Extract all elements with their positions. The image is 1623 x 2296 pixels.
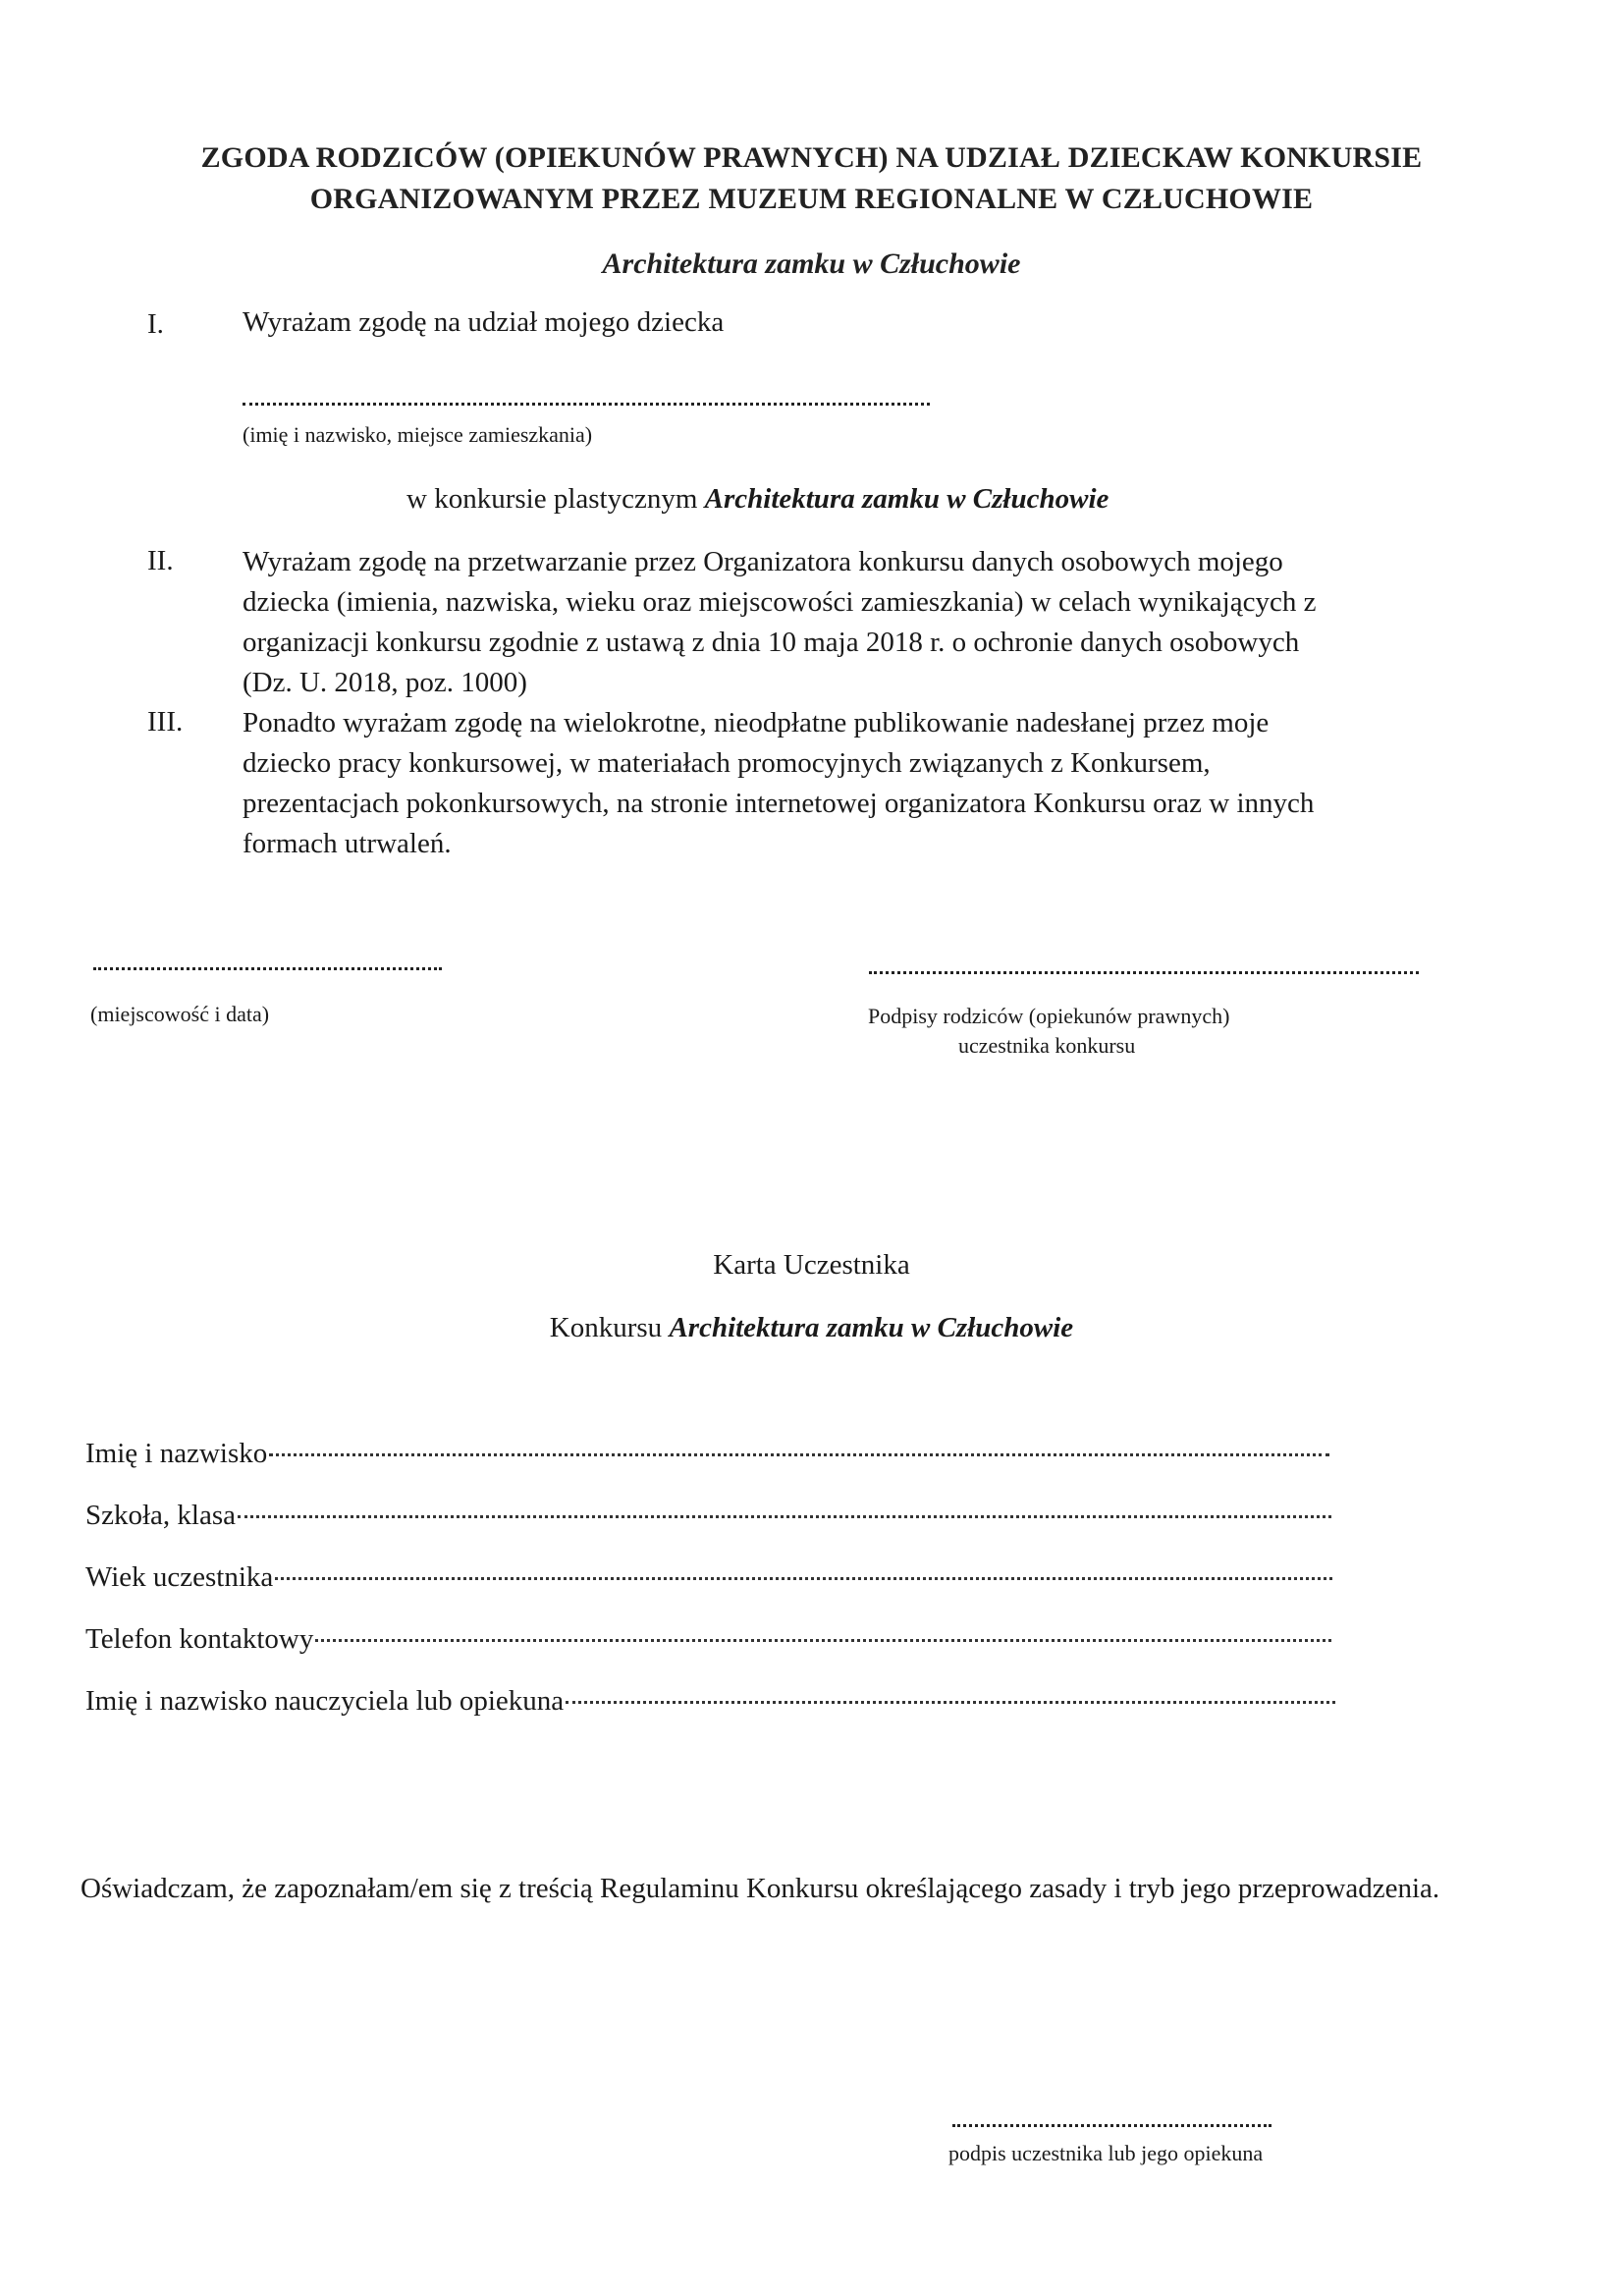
parents-signature-caption-line-2: uczestnika konkursu <box>958 1033 1136 1058</box>
place-date-caption: (miejscowość i data) <box>90 1002 270 1026</box>
participant-signature-fill-line[interactable] <box>952 2124 1271 2127</box>
field-participant-name[interactable] <box>85 1438 1329 1470</box>
document-title-line-1: ZGODA RODZICÓW (OPIEKUNÓW PRAWNYCH) NA UDZIAŁ DZIECKAW KONKURSIE <box>200 141 1423 174</box>
numeral-ii: II. <box>147 545 174 576</box>
participant-card-subtitle-name: Architektura zamku w Człuchowie <box>669 1312 1074 1343</box>
consent-iii-line-4: formach utrwaleń. <box>243 828 452 859</box>
field-contact-phone[interactable] <box>85 1623 1331 1656</box>
consent-iii-line-2: dziecko pracy konkursowej, w materiałach promocyjnych związanych z Konkursem, <box>243 747 1211 779</box>
document-title-line-2: ORGANIZOWANYM PRZEZ MUZEUM REGIONALNE W CZŁUCHOWIE <box>309 183 1314 215</box>
consent-ii-line-3: organizacji konkursu zgodnie z ustawą z dnia 10 maja 2018 r. o ochronie danych osobowych <box>243 627 1300 658</box>
contest-line <box>406 479 1109 519</box>
field-fill-line[interactable] <box>315 1639 1331 1642</box>
field-fill-line[interactable] <box>269 1453 1329 1456</box>
consent-i-text: Wyrażam zgodę na udział mojego dziecka <box>243 306 725 338</box>
field-fill-line[interactable] <box>275 1577 1332 1580</box>
consent-iii-line-3: prezentacjach pokonkursowych, na stronie internetowej organizatora Konkursu oraz w innych <box>243 788 1315 819</box>
child-name-fill-line[interactable] <box>243 403 930 406</box>
consent-ii-line-2: dziecka (imienia, nazwiska, wieku oraz miejscowości zamieszkania) w celach wynikających z <box>243 586 1317 618</box>
contest-name-subtitle: Architektura zamku w Człuchowie <box>602 247 1021 280</box>
field-label: Imię i nazwisko <box>85 1438 268 1469</box>
consent-iii-line-1: Ponadto wyrażam zgodę na wielokrotne, nieodpłatne publikowanie nadesłanej przez moje <box>243 707 1270 738</box>
declaration-text: Oświadczam, że zapoznałam/em się z treścią Regulaminu Konkursu określającego zasady i tryb jego przeprowadzenia. <box>81 1873 1440 1904</box>
field-participant-age[interactable] <box>85 1561 1332 1594</box>
field-teacher-guardian-name[interactable] <box>85 1685 1335 1718</box>
contest-line-prefix: w konkursie plastycznym <box>406 483 698 515</box>
participant-card-subtitle-prefix: Konkursu <box>549 1312 663 1343</box>
field-label: Wiek uczestnika <box>85 1561 274 1593</box>
field-label: Szkoła, klasa <box>85 1500 237 1531</box>
consent-ii-line-4: (Dz. U. 2018, poz. 1000) <box>243 667 527 698</box>
field-label: Imię i nazwisko nauczyciela lub opiekuna <box>85 1685 565 1717</box>
field-label: Telefon kontaktowy <box>85 1623 314 1655</box>
participant-card-title: Karta Uczestnika <box>713 1249 910 1281</box>
contest-line-name: Architektura zamku w Człuchowie <box>704 483 1109 515</box>
field-fill-line[interactable] <box>566 1701 1335 1704</box>
participant-card-subtitle <box>0 1308 1623 1348</box>
field-fill-line[interactable] <box>238 1515 1331 1518</box>
participant-signature-caption: podpis uczestnika lub jego opiekuna <box>948 2141 1264 2165</box>
numeral-i: I. <box>147 308 164 340</box>
parents-signature-fill-line[interactable] <box>869 971 1419 974</box>
parents-signature-caption-line-1: Podpisy rodziców (opiekunów prawnych) <box>868 1004 1230 1028</box>
place-date-fill-line[interactable] <box>93 967 442 970</box>
consent-ii-line-1: Wyrażam zgodę na przetwarzanie przez Organizatora konkursu danych osobowych mojego <box>243 546 1283 577</box>
field-school-class[interactable] <box>85 1500 1331 1532</box>
child-field-caption: (imię i nazwisko, miejsce zamieszkania) <box>243 422 593 447</box>
numeral-iii: III. <box>147 706 184 738</box>
